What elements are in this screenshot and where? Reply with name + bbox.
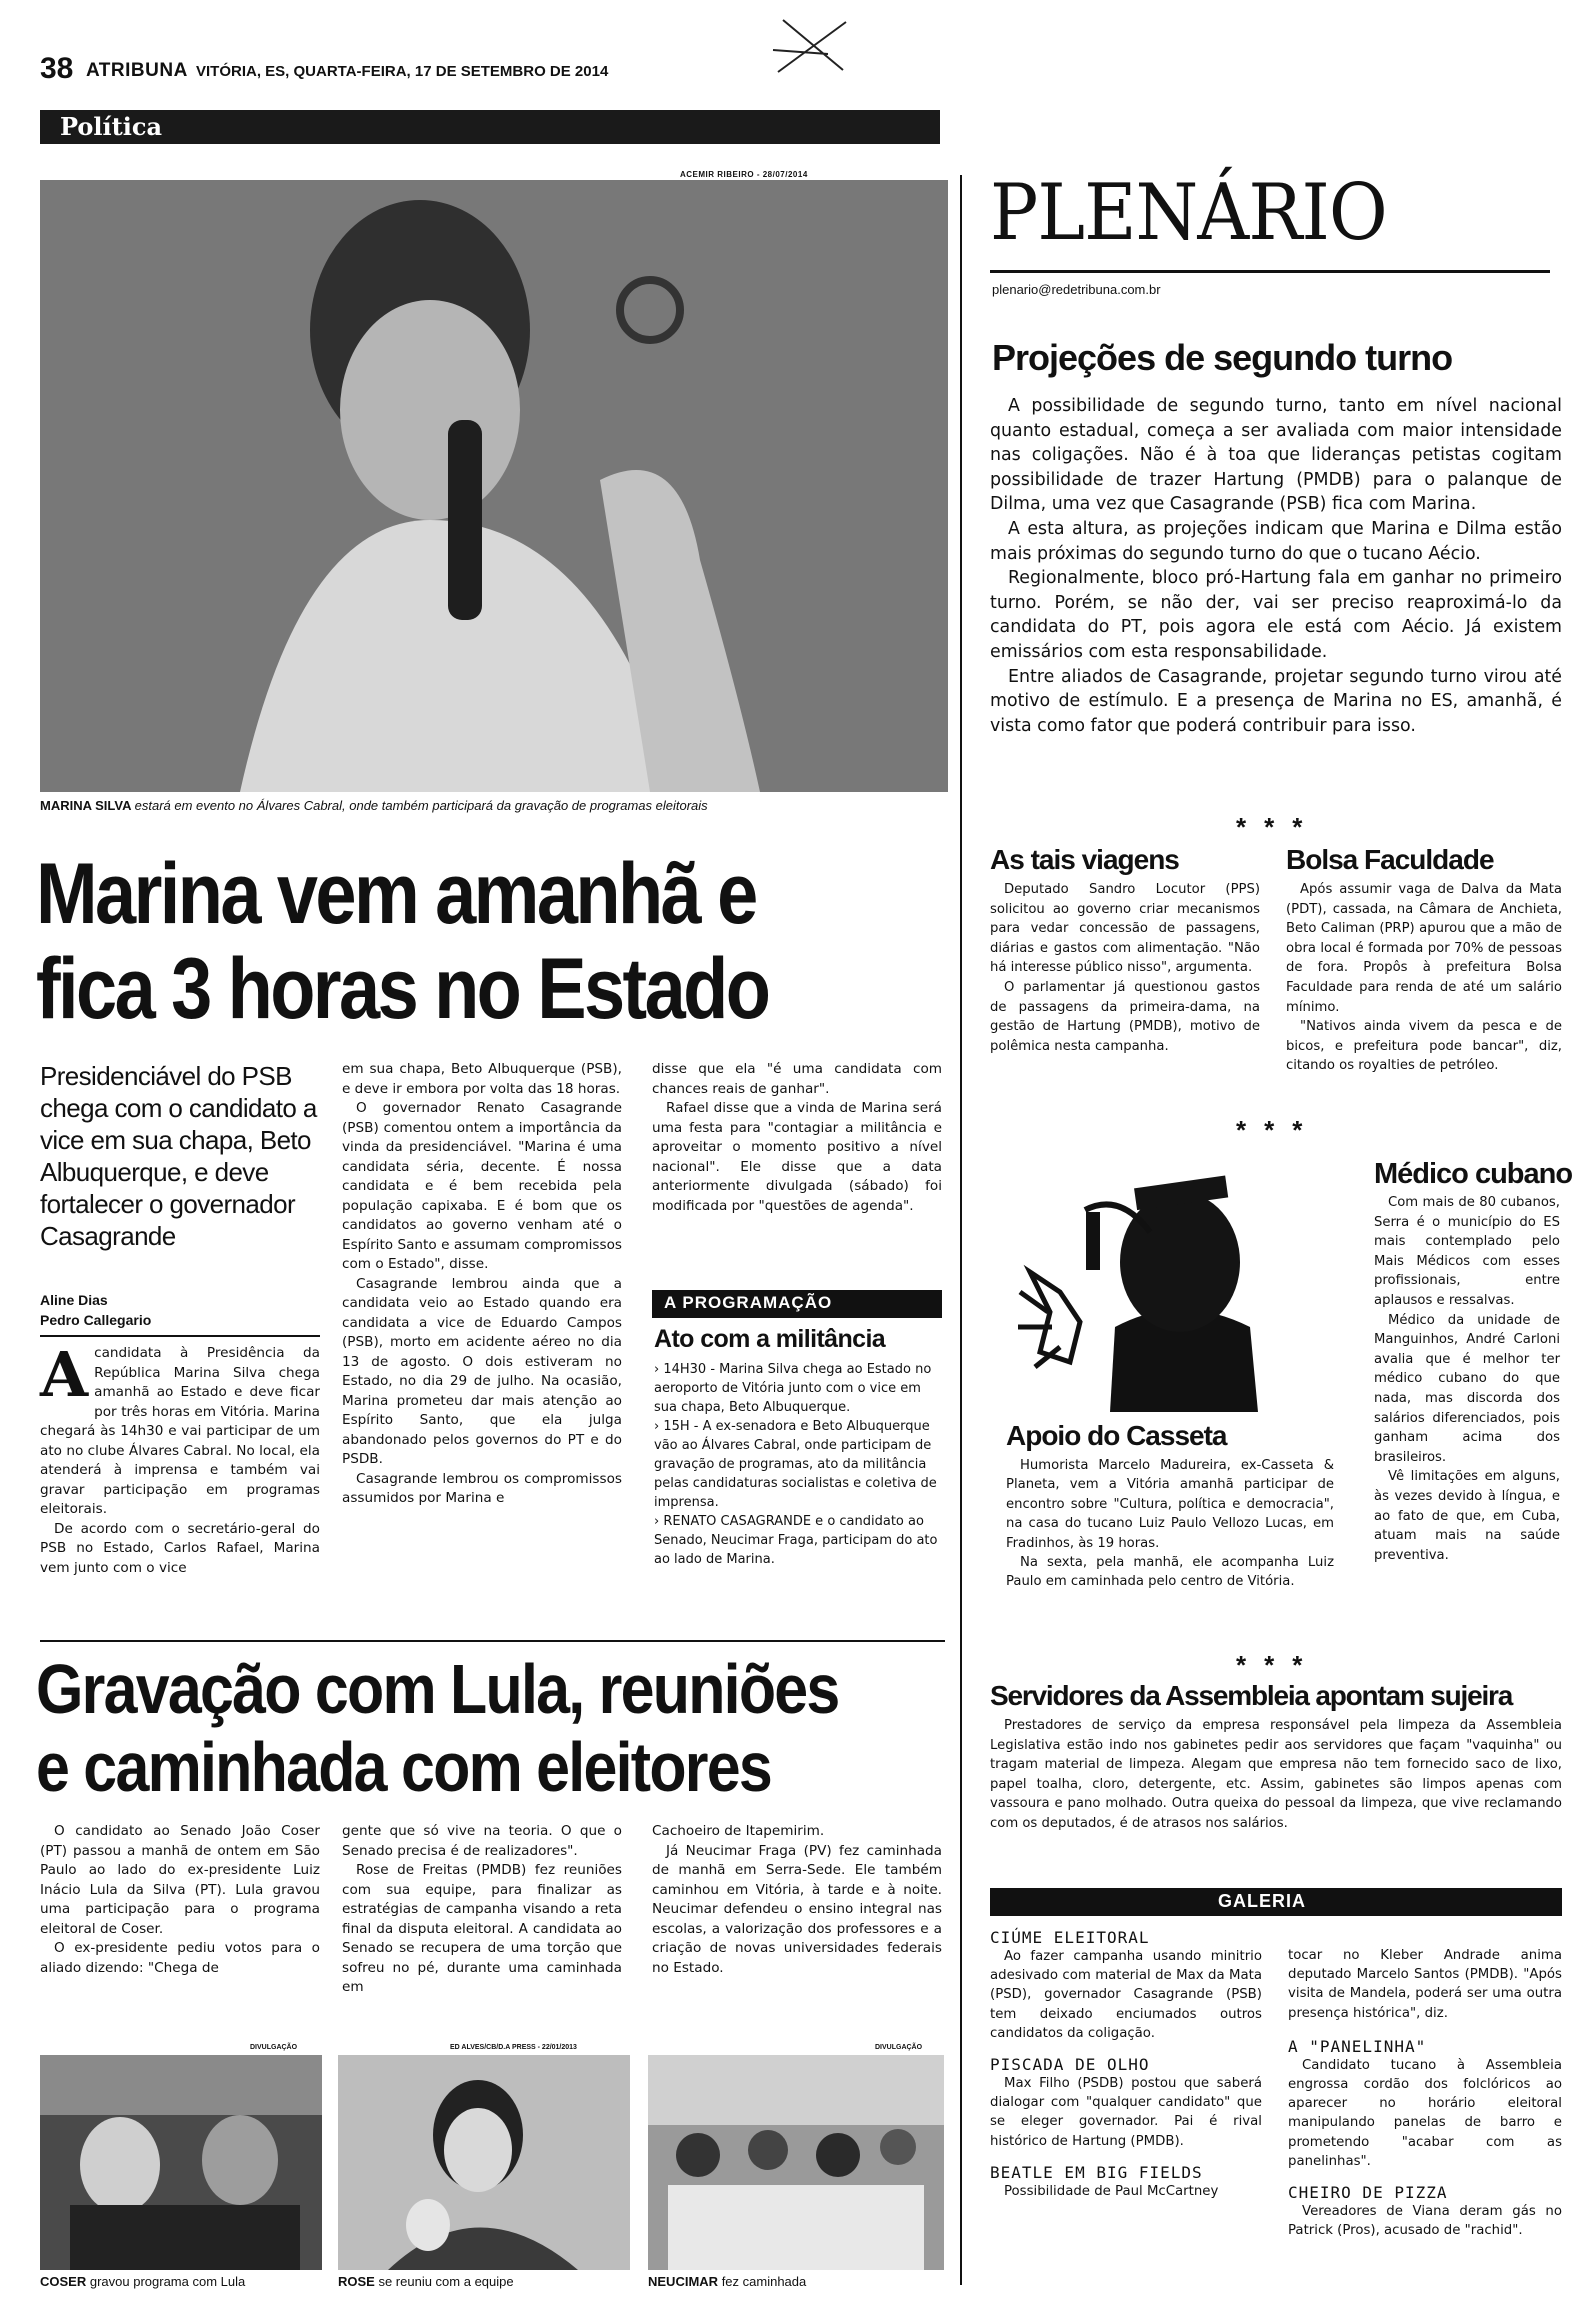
- plenario-paragraph: Entre aliados de Casagrande, projetar segundo turno virou até motivo de estímulo. E a presença de Marina no ES, amanhã, é vista como fator que poderá contribuir para isso.: [990, 666, 1562, 736]
- author-1: Aline Dias: [40, 1292, 108, 1308]
- article-paragraph: candidata à Presidência da República Marina Silva chega amanhã ao Estado e deve ficar por três horas em Vitória. Marina chegará às 14h30 e vai participar de um ato no clube Álvares Cabral. No local, ela atenderá à imprensa e também vai gravar participação em programas eleitorais.: [40, 1345, 320, 1517]
- programacao-item: › 14H30 - Marina Silva chega ao Estado no aeroporto de Vitória junto com o vice em sua chapa, Beto Albuquerque.: [654, 1362, 932, 1415]
- deck: Presidenciável do PSB chega com o candidato a vice em sua chapa, Beto Albuquerque, e deve fortalecer o governador Casagrande: [40, 1061, 317, 1251]
- plenario-email[interactable]: plenario@redetribuna.com.br: [992, 282, 1161, 297]
- note-bolsa-faculdade: Após assumir vaga de Dalva da Mata (PDT), cassada, na Câmara de Anchieta, Beto Caliman (PRP) apurou que a mão de obra local é formada por 70% de pessoas de fora. Propôs à prefeitura Bolsa Faculdade para renda de até um salário mínimo. "Nativos ainda vivem da pesca e de bicos, e prefeitura pode bancar", diz, citando os royalties de petróleo.: [1286, 882, 1562, 1074]
- caption-name: MARINA SILVA: [40, 798, 131, 813]
- section-title: Política: [60, 112, 163, 141]
- article-column-1: [40, 1338, 320, 1578]
- article-column-3: [652, 1060, 942, 1216]
- article-paragraph: Já Neucimar Fraga (PV) fez caminhada de manhã em Serra-Sede. Ele também caminhou em Vitória, à tarde e à noite. Neucimar defendeu o ensino integral nas escolas, a valorização dos professores e a criação de novas universidades federais no Estado.: [652, 1842, 942, 1976]
- separator-stars: ***: [1236, 812, 1321, 842]
- note-title-bolsa-faculdade: Bolsa Faculdade: [1286, 844, 1494, 875]
- second-column-2: [342, 1822, 622, 1998]
- article-paragraph: Cachoeiro de Itapemirim.: [652, 1823, 825, 1839]
- plenario-rule: [990, 270, 1550, 273]
- photo3-credit: DIVULGAÇÃO: [875, 2044, 923, 2051]
- programacao-title: Ato com a militância: [654, 1325, 886, 1353]
- note-medico-cubano: Com mais de 80 cubanos, Serra é o município do ES mais contemplado pelo Mais Médicos com esses profissionais, entre aplausos e ressalvas. Médico da unidade de Manguinhos, André Carloni avalia que é melhor ter médico cubano do que nada, mas discorda dos salários diferenciados, pois ganham acima dos brasileiros. Vê limitações em alguns, às vezes devido à língua, e ao fato de que, em Cuba, atuam mais na saúde preventiva.: [1374, 1195, 1560, 1563]
- programacao-list: [654, 1360, 942, 1569]
- second-column-3: [652, 1822, 942, 1978]
- section-bar-right: [950, 110, 1560, 144]
- article-column-2: [342, 1060, 622, 1509]
- dateline: VITÓRIA, ES, QUARTA-FEIRA, 17 DE SETEMBRO DE 2014: [196, 63, 609, 80]
- galeria-col-right: [1288, 1946, 1562, 2240]
- article-paragraph: Casagrande lembrou ainda que a candidata veio ao Estado quando era candidata a vice de Eduardo Campos (PSB), morto em acidente aéreo no dia 13 de agosto. O dois estiveram no Estado, no dia 29 de julho. Na ocasião, Marina prometeu dar mais atenção ao Espírito Santo, que ela julga abandonado pelos governos do PT e do PSDB.: [342, 1275, 622, 1467]
- galeria-item-text: Possibilidade de Paul McCartney: [1004, 2183, 1219, 2199]
- article-paragraph: O ex-presidente pediu votos para o aliado dizendo: "Chega de: [40, 1940, 320, 1976]
- galeria-item-title: CIÚME ELEITORAL: [990, 1928, 1150, 1947]
- note-title-medico-cubano: Médico cubano: [1374, 1158, 1573, 1190]
- galeria-item-title: CHEIRO DE PIZZA: [1288, 2183, 1448, 2203]
- photo1-caption: COSER gravou programa com Lula: [40, 2274, 246, 2289]
- programacao-item: › 15H - A ex-senadora e Beto Albuquerque vão ao Álvares Cabral, onde participam de gravação de programas, ato da militância pelas candidaturas socialistas e coletiva de imprensa.: [654, 1419, 937, 1510]
- section-bar: [40, 110, 940, 144]
- note-title-apoio-casseta: Apoio do Casseta: [1006, 1420, 1227, 1451]
- photo-rose-de-freitas: [338, 2055, 630, 2270]
- article-paragraph: Rose de Freitas (PMDB) fez reuniões com sua equipe, para finalizar as estratégias de campanha visando a reta final da disputa eleitoral. A candidata ao Senado se recupera de uma torção que sofreu no pé, durante uma caminhada em: [342, 1862, 622, 1995]
- article-paragraph: Casagrande lembrou os compromissos assumidos por Marina e: [342, 1470, 622, 1506]
- plenario-lead-title: Projeções de segundo turno: [992, 337, 1453, 378]
- second-headline-line-1: Gravação com Lula, reuniões: [36, 1650, 839, 1728]
- programacao-label: A PROGRAMAÇÃO: [664, 1293, 833, 1312]
- photo-credit: ACEMIR RIBEIRO - 28/07/2014: [680, 170, 808, 179]
- note-title-servidores: Servidores da Assembleia apontam sujeira: [990, 1680, 1513, 1711]
- story-divider: [40, 1640, 945, 1642]
- main-photo-marina-silva: [40, 180, 948, 792]
- separator-stars: ***: [1236, 1650, 1321, 1680]
- plenario-paragraph: A esta altura, as projeções indicam que Marina e Dilma estão mais próximas do segundo turno do que o tucano Aécio.: [990, 518, 1562, 564]
- galeria-item-text: tocar no Kleber Andrade anima deputado Marcelo Santos (PMDB). "Após visita de Mandela, poderá ser uma outra presença histórica", diz.: [1288, 1948, 1562, 2021]
- galeria-item-title: A "PANELINHA": [1288, 2036, 1427, 2056]
- column-rule: [960, 175, 962, 2285]
- article-paragraph: Rafael disse que a vinda de Marina será uma festa para "contagiar a militância e aproveitar o momento positivo a nível nacional". Ele disse que a data anteriormente divulgada (sábado) foi modificada por "questões de agenda".: [652, 1100, 942, 1214]
- programacao-item: › RENATO CASAGRANDE e o candidato ao Senado, Neucimar Fraga, participam do ato ao lado de Marina.: [654, 1514, 938, 1567]
- second-headline-line-2: e caminhada com eleitores: [36, 1728, 772, 1806]
- photo-caption: [40, 798, 708, 813]
- plenario-paragraph: A possibilidade de segundo turno, tanto em nível nacional quanto estadual, começa a ser avaliada com maior intensidade nas coligações. Não é à toa que lideranças petistas cogitam possibilidade de trazer Hartung (PMDB) para o palanque de Dilma, uma vez que Casagrande (PSB) fica com Marina.: [990, 396, 1562, 515]
- note-servidores: Prestadores de serviço da empresa responsável pela limpeza da Assembleia Legislativa estão indo nos gabinetes pedir aos servidores que façam "vaquinha" ou tragam material de limpeza. Alegam que empresa não tem fornecido saco de lixo, papel toalha, cloro, detergente, etc. Assim, gabinetes são limpos apenas com vassoura e pano molhado. Outra queixa do pessoal da limpeza, que vive reclamando com os deputados, é de atrasos nos salários.: [990, 1718, 1562, 1831]
- page-number: 38: [40, 52, 74, 85]
- galeria-col-left: [990, 1928, 1262, 2201]
- photo-coser-lula: [40, 2055, 322, 2270]
- author-2: Pedro Callegario: [40, 1312, 152, 1328]
- photo1-credit: DIVULGAÇÃO: [250, 2044, 298, 2051]
- author-rule: [40, 1335, 320, 1337]
- article-paragraph: De acordo com o secretário-geral do PSB no Estado, Carlos Rafael, Marina vem junto com o vice: [40, 1520, 320, 1576]
- second-column-1: [40, 1822, 320, 1978]
- plenario-title: PLENÁRIO: [990, 168, 1387, 258]
- caption-text: estará em evento no Álvares Cabral, onde também participará da gravação de programas eleitorais: [134, 798, 708, 813]
- note-as-tais-viagens: Deputado Sandro Locutor (PPS) solicitou ao governo criar mecanismos para vedar concessão de passagens, diárias e gastos com alimentação. "Não há interesse público nisso", argumenta. O parlamentar já questionou gastos de passagens da primeira-dama, na gestão de Hartung (PMDB), motivo de polêmica nesta campanha.: [990, 882, 1260, 1054]
- article-paragraph: disse que ela "é uma candidata com chances reais de ganhar".: [652, 1061, 942, 1097]
- photo2-credit: ED ALVES/CB/D.A PRESS - 22/01/2013: [450, 2044, 577, 2051]
- note-apoio-casseta: Humorista Marcelo Madureira, ex-Casseta & Planeta, vem a Vitória amanhã participar de encontro sobre "Cultura, política e democracia", na casa do tucano Luiz Paulo Vellozo Lucas, em Fradinhos, às 19 horas. Na sexta, pela manhã, ele acompanha Luiz Paulo em caminhada pelo centro de Vitória.: [1006, 1458, 1334, 1590]
- article-paragraph: gente que só vive na teoria. O que o Senado precisa é de realizadores".: [342, 1823, 622, 1859]
- photo-neucimar-caminhada: [648, 2055, 944, 2270]
- plenario-paragraph: Regionalmente, bloco pró-Hartung fala em ganhar no primeiro turno. Porém, se não der, vai ser preciso reaproximá-lo da candidata do PT, pois agora ele está com Aécio. Já existem emissários com esta responsabilidade.: [990, 568, 1562, 662]
- dropcap: A: [40, 1338, 89, 1411]
- article-paragraph: em sua chapa, Beto Albuquerque (PSB), e deve ir embora por volta das 18 horas.: [342, 1061, 622, 1097]
- photo3-caption: NEUCIMAR fez caminhada: [648, 2274, 807, 2289]
- article-paragraph: O candidato ao Senado João Coser (PT) passou a manhã de ontem em São Paulo ao lado do ex-presidente Luiz Inácio Lula da Silva (PT). Lula gravou uma participação para o programa eleitoral de Coser.: [40, 1823, 320, 1937]
- headline-line-1: Marina vem amanhã e: [36, 846, 756, 942]
- galeria-item-text: Vereadores de Viana deram gás no Patrick (Pros), acusado de "rachid".: [1288, 2204, 1562, 2239]
- galeria-label: GALERIA: [1218, 1891, 1306, 1911]
- article-paragraph: O governador Renato Casagrande (PSB) comentou ontem a importância da vinda da presidenciável. "Marina é uma candidata séria, decente. É nossa candidata e é bem recebida pela população capixaba. E é bom que os candidatos ao governo venham até o Espírito Santo e assumam compromissos com o Estado", disse.: [342, 1100, 622, 1272]
- photo2-caption: ROSE se reuniu com a equipe: [338, 2274, 514, 2289]
- illustration-casseta: [990, 1152, 1360, 1412]
- plenario-lead: [990, 394, 1562, 738]
- galeria-item-text: Ao fazer campanha usando minitrio adesivado com material de Max da Mata (PSD), governador Casagrande (PSB) tem deixado enciumados outros candidatos da coligação.: [990, 1949, 1262, 2041]
- galeria-item-title: PISCADA DE OLHO: [990, 2055, 1150, 2075]
- galeria-item-text: Candidato tucano à Assembleia engrossa cordão dos folclóricos ao aparecer no horário eleitoral manipulando panelas de barro e prometendo "acabar com as panelinhas".: [1288, 2057, 1562, 2169]
- note-title-as-tais-viagens: As tais viagens: [990, 844, 1179, 875]
- headline-line-2: fica 3 horas no Estado: [36, 941, 769, 1037]
- galeria-item-title: BEATLE EM BIG FIELDS: [990, 2162, 1203, 2182]
- galeria-item-text: Max Filho (PSDB) postou que saberá dialogar com "qualquer candidato" que se eleger governador. Pai é rival histórico de Hartung (PMDB).: [990, 2076, 1262, 2149]
- handwritten-x-mark: [758, 10, 858, 80]
- separator-stars: ***: [1236, 1115, 1321, 1145]
- newspaper-name: ATRIBUNA: [86, 60, 188, 81]
